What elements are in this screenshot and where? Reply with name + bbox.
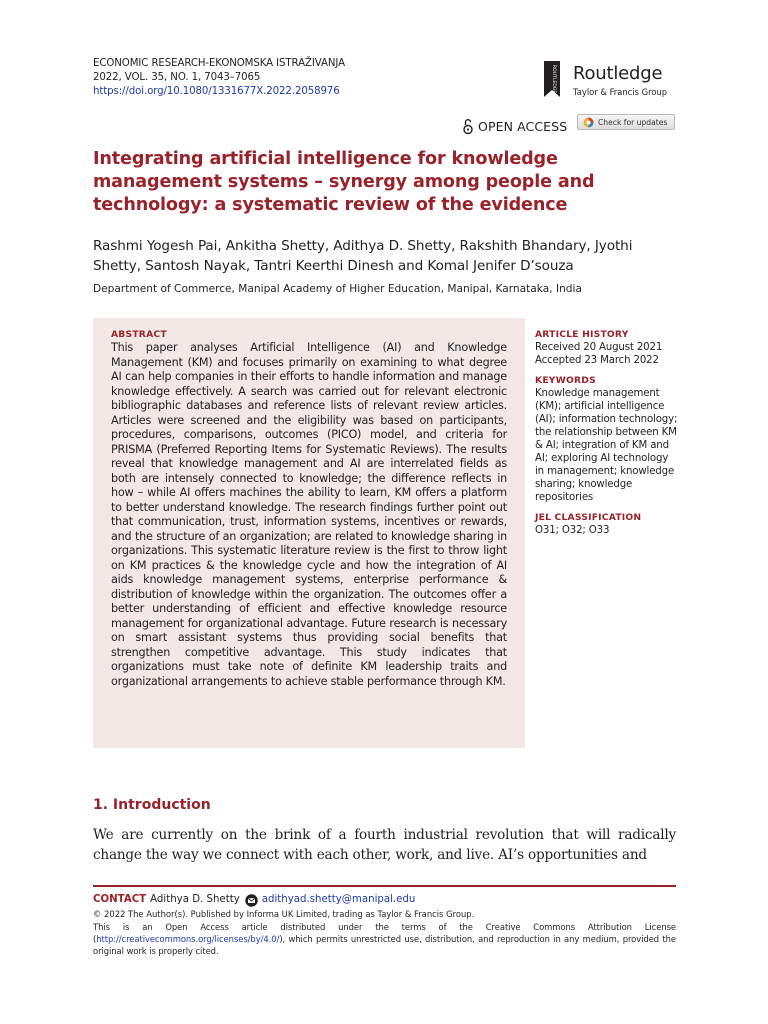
journal-volume: 2022, VOL. 35, NO. 1, 7043–7065 (93, 72, 261, 83)
article-history-heading: ARTICLE HISTORY (535, 329, 629, 340)
author-list: Rashmi Yogesh Pai, Ankitha Shetty, Adithya D. Shetty, Rakshith Bhandary, Jyothi Shetty, Santosh Nayak, Tantri Keerthi Dinesh and Komal Jenifer D’souza (93, 238, 633, 274)
check-for-updates-label: Check for updates (598, 117, 668, 127)
open-access-badge (462, 117, 567, 135)
contact-name: Adithya D. Shetty (150, 894, 240, 905)
received-date: Received 20 August 2021 (535, 342, 663, 353)
introduction-paragraph: We are currently on the brink of a fourth industrial revolution that will radically change the way we connect with each other, work, and live. AI’s opportunities and (93, 827, 676, 863)
open-lock-icon (462, 118, 474, 135)
keywords-text: Knowledge management (KM); artificial intelligence (AI); information technology; the relationship between KM & AI; integration of KM and AI; exploring AI technology in management; knowledge sharing; knowledge repositories (535, 388, 678, 503)
check-for-updates-button[interactable] (577, 114, 675, 130)
email-icon (245, 894, 258, 907)
publisher-vertical-text: ROUTLEDGE (551, 64, 556, 94)
publisher-name: Routledge (573, 63, 663, 84)
article-metadata-sidebar (535, 329, 680, 537)
license-text-start: This is an Open Access article distributed under the terms of the Creative Commons Attribution License ( (93, 922, 676, 944)
footer-divider (93, 885, 676, 887)
contact-email-link[interactable]: adithyad.shetty@manipal.edu (261, 894, 416, 905)
open-access-label: OPEN ACCESS (478, 118, 568, 134)
journal-name: ECONOMIC RESEARCH-EKONOMSKA ISTRAŽIVANJA (93, 58, 345, 69)
routledge-bookmark-icon (540, 59, 564, 99)
publisher-logo[interactable] (540, 59, 680, 103)
jel-heading: JEL CLASSIFICATION (535, 512, 642, 523)
abstract-text: This paper analyses Artificial Intelligence (AI) and Knowledge Management (KM) and focuses primarily on examining to what degree AI can help companies in their efforts to handle information and manage knowledge effectively. A search was carried out for relevant electronic bibliographic databases and reference lists of relevant review articles. Articles were screened and the eligibility was based on participants, procedures, comparisons, outcomes (PICO) model, and criteria for PRISMA (Preferred Reporting Items for Systematic Reviews). The results reveal that knowledge management and AI are interrelated fields as both are intensely connected to knowledge; the difference reflects in how – while AI offers machines the ability to learn, KM offers a platform to better understand knowledge. The research findings further point out that communication, trust, information systems, incentives or rewards, and the structure of an organization; are related to knowledge sharing in organizations. This systematic literature review is the first to throw light on KM practices & the knowledge cycle and how the integration of AI aids knowledge management systems, enterprise performance & distribution of knowledge within the organization. The outcomes offer a better understanding of efficient and effective knowledge resource management for organizational advantage. Future research is necessary on smart assistant systems thus providing social benefits that strengthen competitive advantage. This study indicates that organizations must take note of definite KM leadership traits and organizational arrangements to achieve stable performance through KM. (111, 341, 507, 688)
contact-label: CONTACT (93, 894, 147, 905)
keywords-heading: KEYWORDS (535, 375, 596, 386)
publisher-group: Taylor & Francis Group (573, 87, 668, 97)
license-notice (93, 921, 676, 957)
contact-line (93, 893, 415, 907)
license-link[interactable]: http://creativecommons.org/licenses/by/4.0/ (96, 934, 280, 944)
doi-link[interactable]: https://doi.org/10.1080/1331677X.2022.2058976 (93, 86, 340, 97)
accepted-date: Accepted 23 March 2022 (535, 355, 659, 366)
license-text-end: ), which permits unrestricted use, distribution, and reproduction in any medium, provided the original work is properly cited. (93, 934, 676, 956)
jel-codes: O31; O32; O33 (535, 525, 610, 536)
section-heading-introduction: 1. Introduction (93, 797, 211, 813)
crossmark-icon (583, 117, 594, 128)
article-title: Integrating artificial intelligence for knowledge management systems – synergy among people and technology: a systematic review of the evidence (93, 149, 595, 215)
abstract-heading: ABSTRACT (111, 329, 167, 340)
copyright-notice: © 2022 The Author(s). Published by Informa UK Limited, trading as Taylor & Francis Group. (93, 909, 475, 919)
journal-info (93, 57, 345, 99)
author-affiliation: Department of Commerce, Manipal Academy of Higher Education, Manipal, Karnataka, India (93, 283, 582, 295)
